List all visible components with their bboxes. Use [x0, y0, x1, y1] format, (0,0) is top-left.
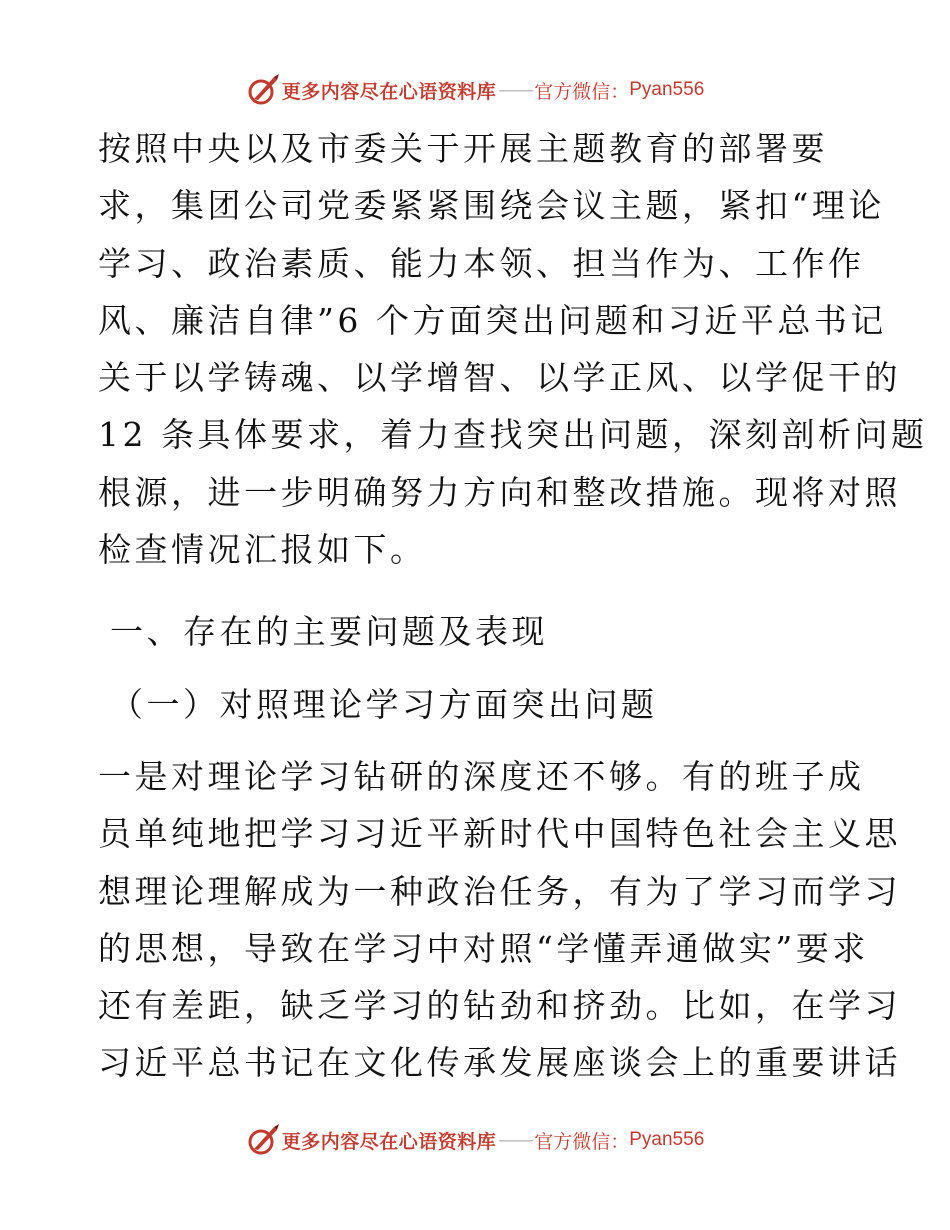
watermark-main-text: 更多内容尽在心语资料库	[281, 1130, 497, 1153]
watermark-main-text: 更多内容尽在心语资料库	[281, 80, 497, 103]
paragraph-line: 想理论理解成为一种政治任务，有为了学习而学习	[98, 871, 901, 911]
paragraph-line: 关于以学铸魂、以学增智、以学正风、以学促干的	[98, 358, 901, 398]
quill-logo-icon	[246, 73, 280, 107]
paragraph-line: 12 条具体要求，着力查找突出问题，深刻剖析问题	[98, 415, 928, 455]
watermark-wechat-id: Pyan556	[629, 79, 705, 100]
paragraph-line: 员单纯地把学习习近平新时代中国特色社会主义思	[98, 814, 901, 854]
paragraph-line: 习近平总书记在文化传承发展座谈会上的重要讲话	[98, 1043, 901, 1083]
section-heading: 一、存在的主要问题及表现	[110, 612, 548, 651]
watermark-dash: ——	[498, 79, 533, 101]
paragraph-line: 一是对理论学习钻研的深度还不够。有的班子成	[98, 757, 865, 796]
paragraph-line: 检查情况汇报如下。	[98, 530, 427, 570]
quill-logo-icon	[246, 1123, 280, 1157]
watermark-dash: ——	[498, 1129, 533, 1151]
paragraph-line: 求，集团公司党委紧紧围绕会议主题，紧扣“理论	[98, 186, 885, 226]
subsection-heading: （一）对照理论学习方面突出问题	[110, 685, 658, 724]
watermark-wechat-id: Pyan556	[629, 1129, 705, 1150]
footer-watermark	[0, 1120, 950, 1160]
paragraph-line: 学习、政治素质、能力本领、担当作为、工作作	[98, 243, 865, 283]
paragraph-line: 还有差距，缺乏学习的钻劲和挤劲。比如，在学习	[98, 986, 901, 1026]
paragraph-line: 风、廉洁自律”6 个方面突出问题和习近平总书记	[98, 300, 887, 340]
paragraph-line: 根源，进一步明确努力方向和整改措施。现将对照	[98, 472, 901, 512]
watermark-label: 官方微信：	[534, 80, 630, 103]
watermark-label: 官方微信：	[534, 1130, 630, 1153]
intro-paragraph	[98, 120, 928, 578]
paragraph-line: 的思想，导致在学习中对照“学懂弄通做实”要求	[98, 928, 869, 968]
header-watermark	[0, 70, 950, 110]
body-paragraph	[98, 748, 901, 1092]
paragraph-line: 按照中央以及市委关于开展主题教育的部署要	[98, 129, 828, 168]
